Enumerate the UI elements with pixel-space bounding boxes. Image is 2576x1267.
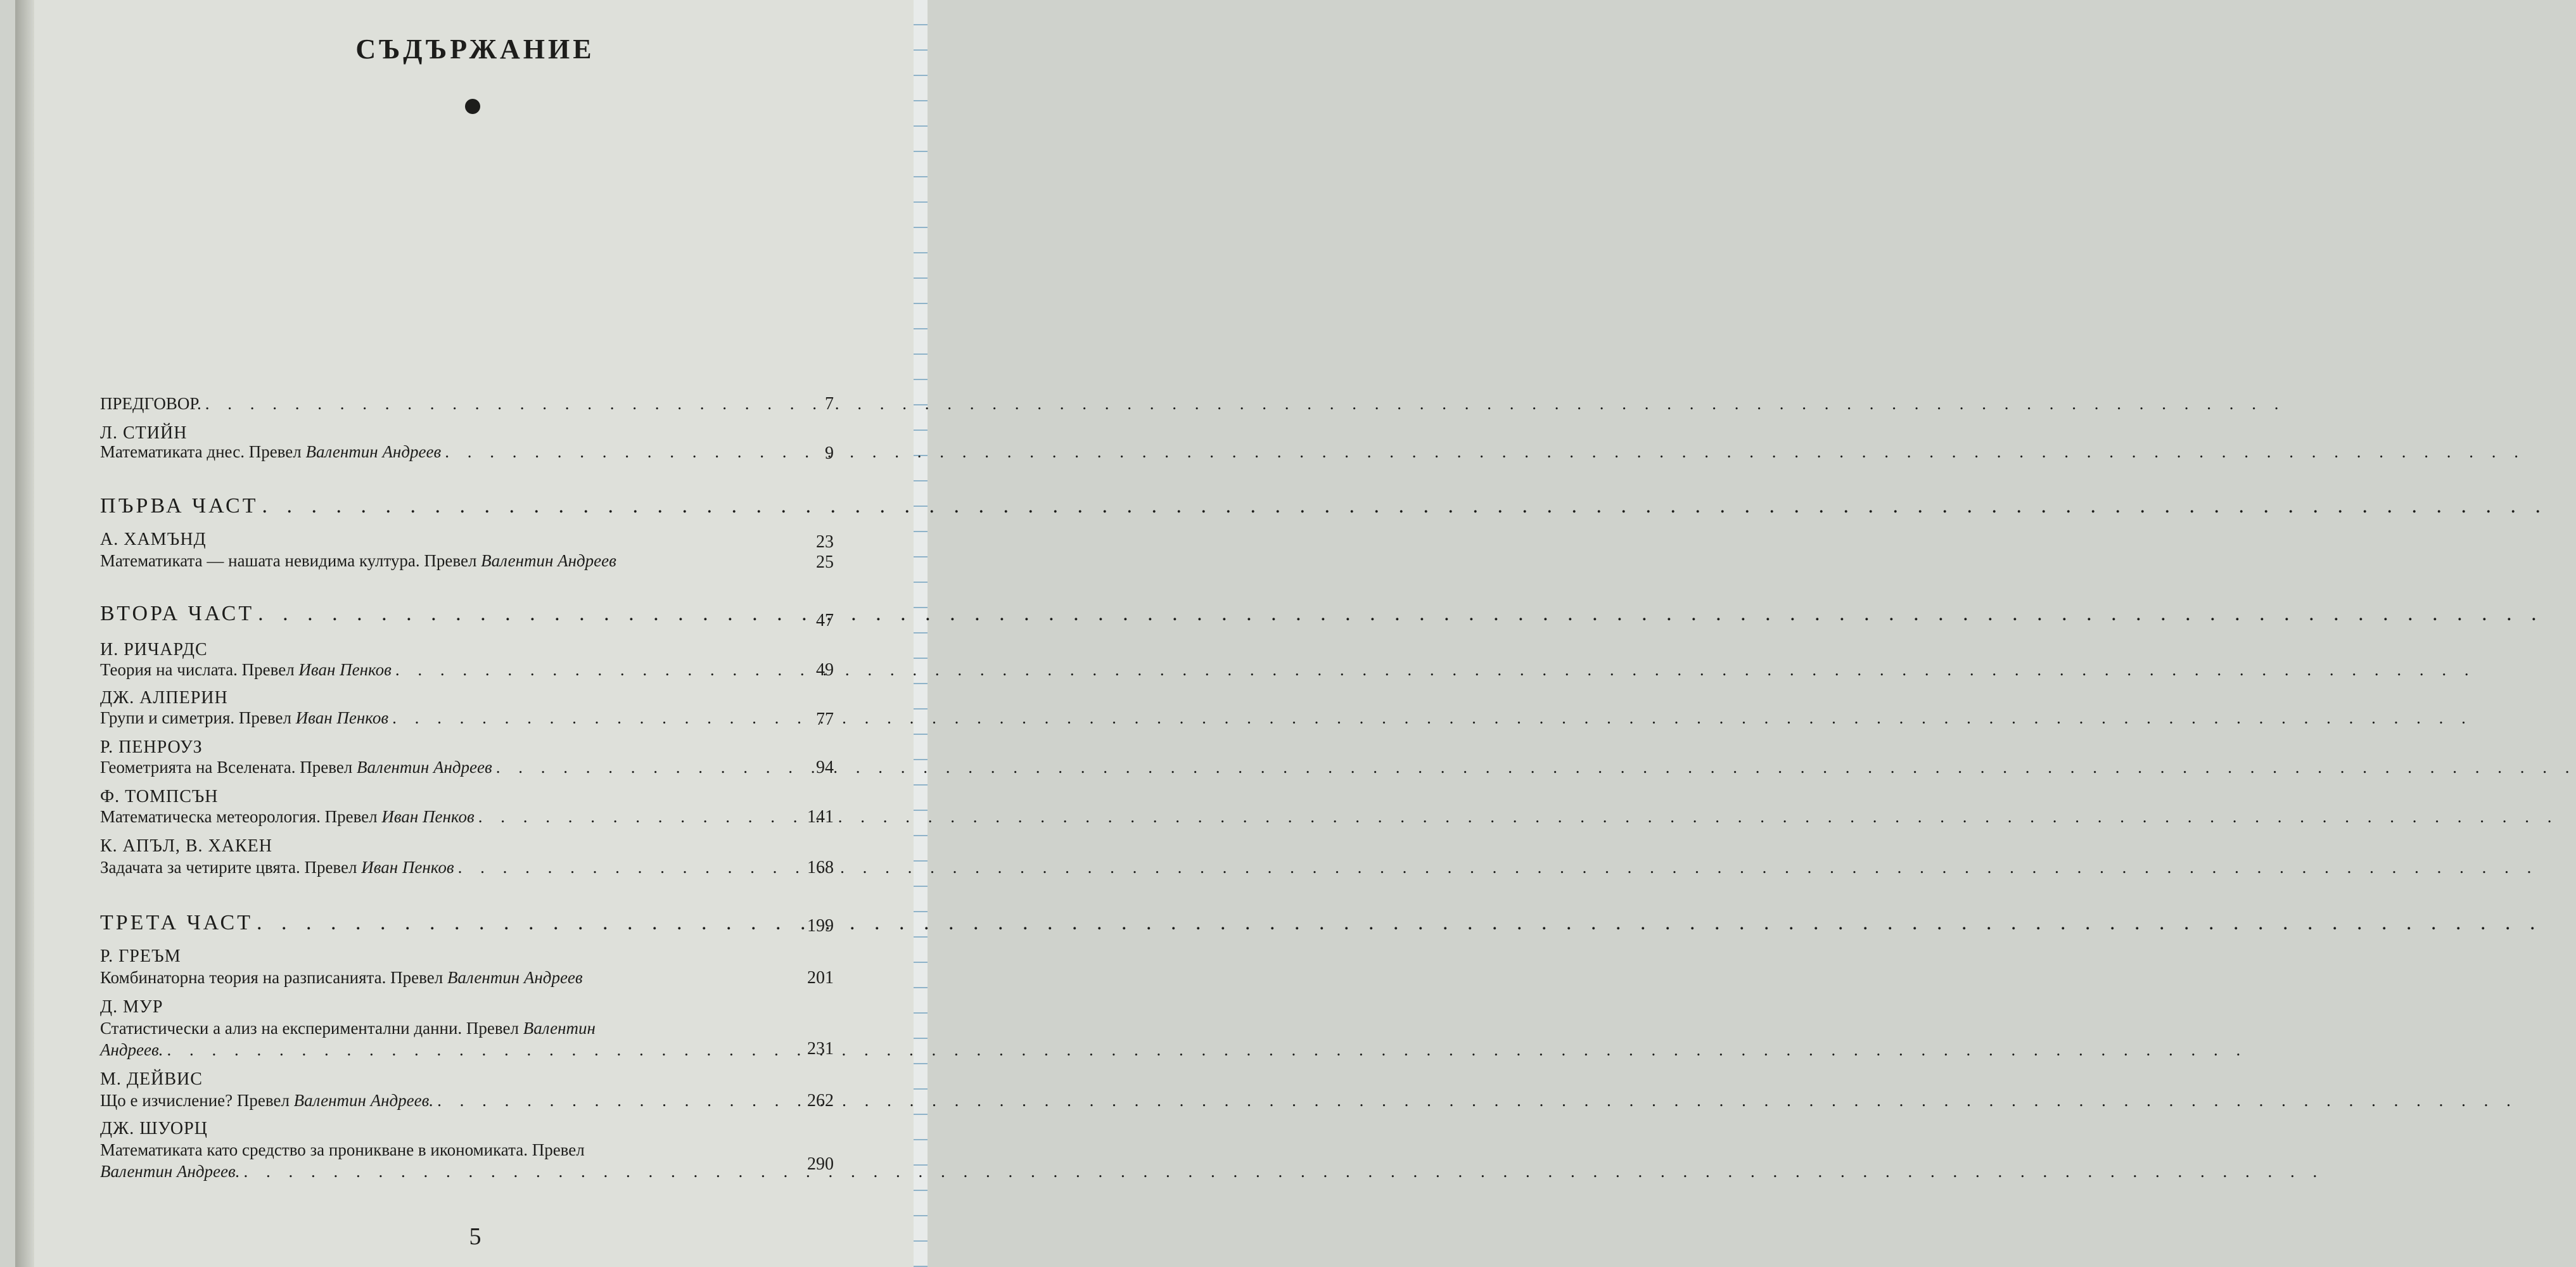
toc-text: Що е изчисление? Превел: [100, 1091, 294, 1110]
toc-author: Р. ПЕНРОУЗ: [100, 737, 203, 757]
toc-part-1: [100, 494, 773, 518]
toc-translator: Иван Пенков: [361, 858, 454, 877]
toc-page: 23: [816, 532, 834, 552]
toc-text: Математиката като средство за проникване в икономиката. Превел: [100, 1140, 585, 1159]
toc-part-3: [100, 911, 834, 935]
toc-page: 262: [807, 1091, 834, 1111]
toc-text: Групи и симетрия. Превел: [100, 708, 296, 727]
toc-entry: [100, 858, 834, 877]
toc-entry-preface: [100, 394, 834, 414]
toc-entry-continued: [100, 1040, 834, 1060]
toc-translator: Валентин Андреев: [447, 968, 583, 987]
toc-author: ДЖ. ШУОРЦ: [100, 1119, 208, 1138]
toc-page: 77: [816, 710, 834, 729]
toc-entry-continued: [100, 1162, 834, 1181]
toc-translator: Валентин: [523, 1019, 596, 1038]
notebook-edge: [914, 0, 928, 1267]
toc-text: Теория на числата. Превел: [100, 660, 299, 679]
toc-page: 168: [807, 858, 834, 877]
toc-translator: Иван Пенков: [295, 708, 389, 727]
toc-page: 201: [807, 968, 834, 988]
toc-page: 231: [807, 1039, 834, 1059]
toc-page: 25: [816, 552, 834, 572]
toc-entry: [100, 1140, 834, 1160]
dot-leader: [243, 1162, 2324, 1181]
dot-leader: [257, 911, 2542, 935]
dot-leader: [395, 660, 2476, 680]
toc-page: 290: [807, 1154, 834, 1174]
toc-author: К. АПЪЛ, В. ХАКЕН: [100, 836, 272, 856]
toc-entry: [100, 1091, 834, 1111]
dot-leader: [205, 394, 2286, 414]
toc-translator: Валентин Андреев: [481, 551, 616, 570]
toc-page: 141: [807, 807, 834, 827]
dot-leader: [262, 494, 2547, 518]
toc-translator: Валентин Андреев.: [293, 1091, 434, 1110]
toc-text: Геометрията на Вселената. Превел: [100, 758, 357, 777]
page-number: 5: [469, 1223, 481, 1250]
toc-page: 49: [816, 660, 834, 680]
toc-entry: [100, 807, 834, 827]
dot-leader: [437, 1091, 2518, 1111]
toc-text: Комбинаторна теория на разписанията. Превел: [100, 968, 447, 987]
toc-text: Задачата за четирите цвята. Превел: [100, 858, 362, 877]
dot-leader: [445, 442, 2525, 462]
toc-page: 199: [807, 916, 834, 936]
toc-translator: Валентин Андреев: [305, 442, 442, 461]
toc-author: Л. СТИЙН: [100, 423, 188, 443]
page-title: СЪДЪРЖАНИЕ: [355, 34, 595, 65]
dot-leader: [458, 858, 2539, 877]
book-binding: [15, 0, 34, 1267]
dot-leader: [258, 602, 2544, 626]
toc-page: 9: [825, 443, 834, 463]
dot-leader: [392, 708, 2473, 728]
part-label: ПЪРВА ЧАСТ: [100, 494, 258, 518]
dot-leader: [167, 1040, 2247, 1060]
toc-label: ПРЕДГОВОР.: [100, 394, 201, 413]
toc-entry: [100, 968, 834, 988]
toc-entry: [100, 442, 834, 462]
toc-translator: Валентин Андреев.: [100, 1162, 240, 1181]
toc-entry: [100, 708, 834, 728]
toc-author: Д. МУР: [100, 997, 163, 1017]
toc-author: М. ДЕЙВИС: [100, 1069, 203, 1089]
toc-text: Статистически а ализ на експериментални данни. Превел: [100, 1019, 523, 1038]
toc-translator: Валентин Андреев: [357, 758, 492, 777]
toc-entry: [100, 1019, 834, 1038]
toc-translator: Иван Пенков: [381, 807, 475, 826]
toc-entry: [100, 551, 834, 571]
toc-author: Р. ГРЕЪМ: [100, 946, 181, 966]
toc-author: И. РИЧАРДС: [100, 640, 208, 659]
toc-translator: Андреев.: [100, 1040, 163, 1059]
toc-entry: [100, 758, 834, 777]
toc-author: Ф. ТОМПСЪН: [100, 787, 219, 806]
toc-entry: [100, 660, 834, 680]
part-label: ТРЕТА ЧАСТ: [100, 911, 253, 934]
toc-translator: Иван Пенков: [298, 660, 392, 679]
toc-page: 94: [816, 758, 834, 777]
toc-author: ДЖ. АЛПЕРИН: [100, 688, 228, 708]
toc-part-2: [100, 602, 834, 626]
toc-page: 7: [825, 394, 834, 414]
bullet-ornament: [465, 99, 480, 114]
toc-text: Математиката — нашата невидима култура. Превел: [100, 551, 481, 570]
toc-text: Математиката днес. Превел: [100, 442, 306, 461]
part-label: ВТОРА ЧАСТ: [100, 602, 255, 625]
toc-author: А. ХАМЪНД: [100, 530, 207, 549]
toc-text: Математическа метеорология. Превел: [100, 807, 382, 826]
toc-page: 47: [816, 611, 834, 630]
